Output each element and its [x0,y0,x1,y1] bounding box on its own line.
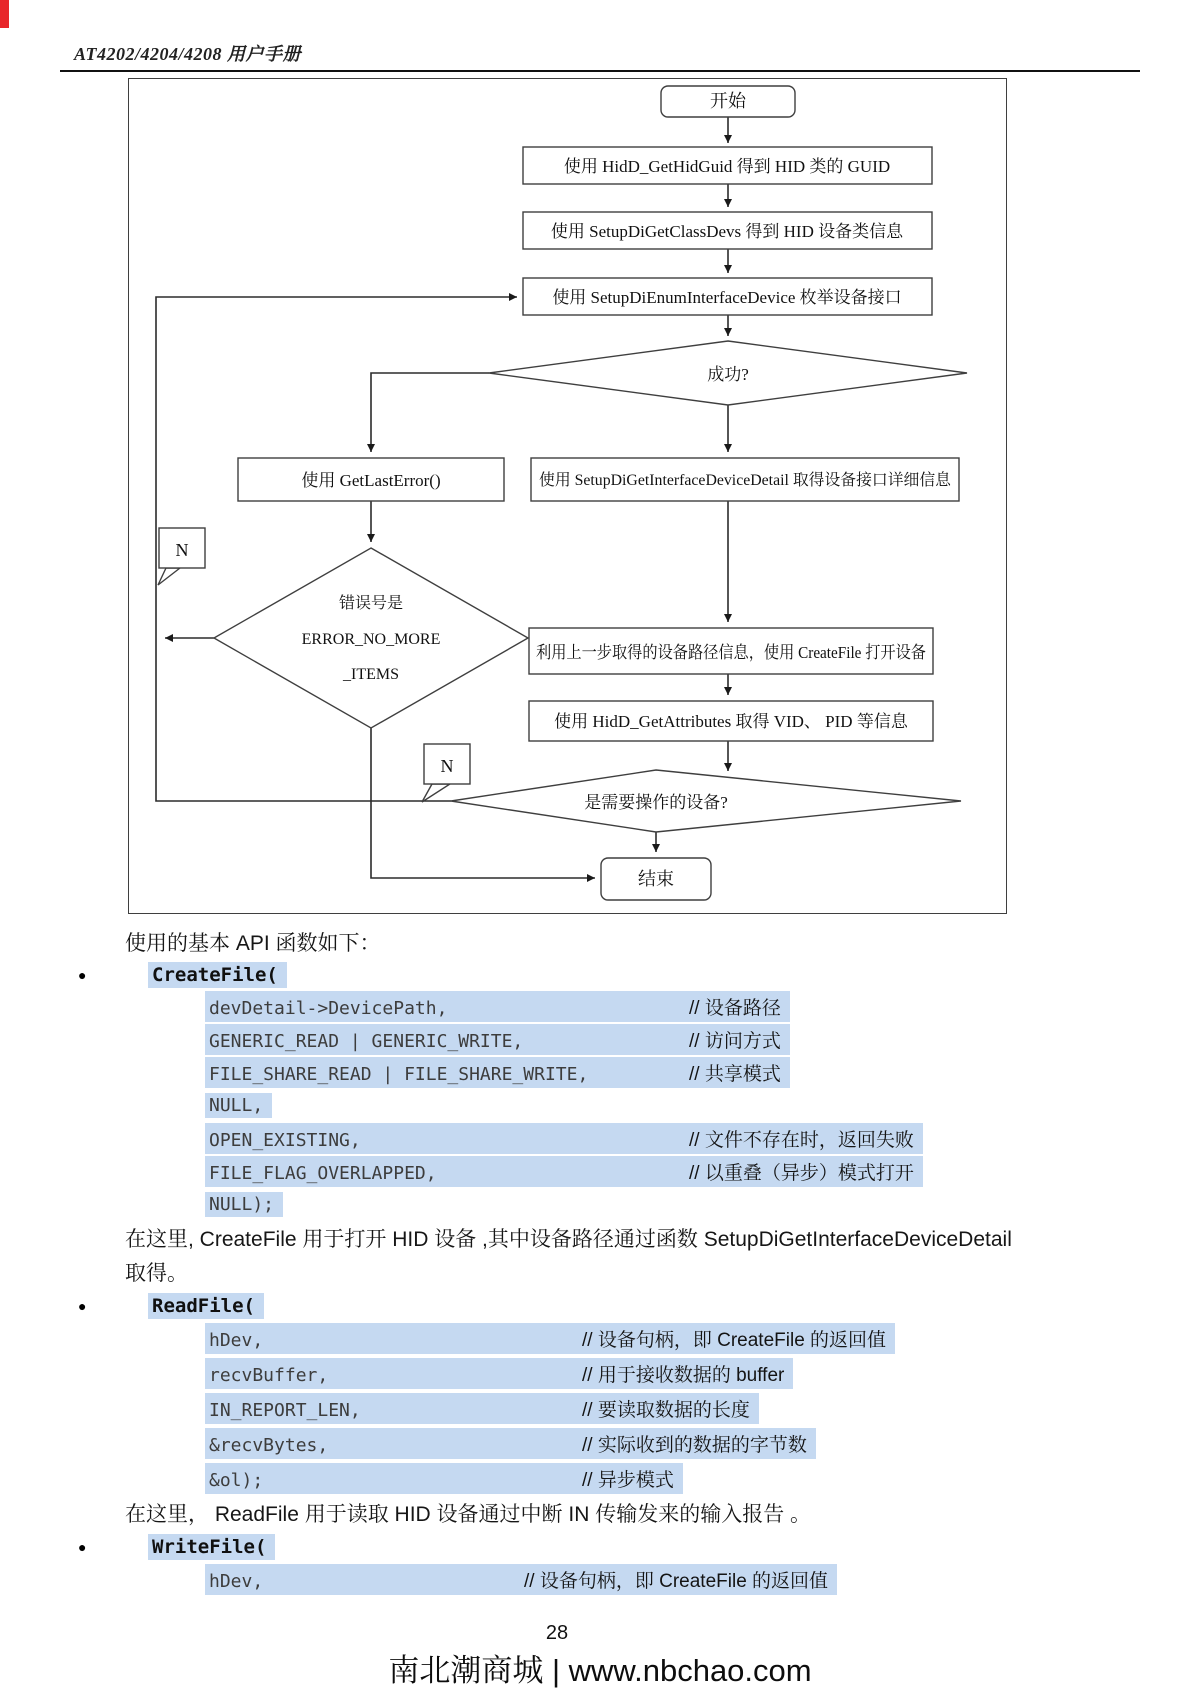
createfile-param-row [205,1122,1200,1155]
readfile-param-row [205,1461,1200,1496]
writefile-function-name: WriteFile( [148,1534,275,1560]
createfile-function-name: CreateFile( [148,962,287,988]
createfile-param-row [205,1023,1200,1056]
flow-node-attr-label: 使用 HidD_GetAttributes 取得 VID、 PID 等信息 [554,712,908,731]
code-comment: // 要读取数据的长度 [582,1400,750,1421]
code-text: hDev, [209,1571,264,1592]
flow-decision-errorcheck-line1: 错误号是 [338,595,404,612]
hid-enumeration-flowchart [128,78,1007,914]
code-text: &recvBytes, [209,1435,329,1456]
createfile-note-line1: 在这里, CreateFile 用于打开 HID 设备 ,其中设备路径通过函数 SetupDiGetInterfaceDeviceDetail [125,1228,1012,1251]
code-comment: // 访问方式 [689,1031,781,1052]
code-comment: // 用于接收数据的 buffer [582,1365,785,1386]
code-text: FILE_FLAG_OVERLAPPED, [209,1163,437,1184]
createfile-note-line2: 取得。 [125,1262,188,1285]
createfile-param-row [205,1155,1200,1188]
code-comment: // 实际收到的数据的字节数 [582,1435,807,1456]
code-comment: // 设备句柄，即 CreateFile 的返回值 [582,1330,887,1351]
footer-site-text: 南北潮商城 | www.nbchao.com [388,1653,812,1688]
api-section [0,912,1200,1597]
n-callout2-tail [422,784,450,802]
code-comment: // 设备路径 [689,998,781,1019]
red-corner-mark [0,0,9,28]
code-text: &ol); [209,1470,264,1491]
code-text: OPEN_EXISTING, [209,1130,361,1151]
flow-decision-errorcheck-line2: ERROR_NO_MORE [301,631,441,648]
createfile-param-row [205,1089,1200,1122]
flowchart-canvas [129,79,1006,913]
document-header-title: AT4202/4204/4208 用户手册 [74,44,302,64]
flow-node-start-label: 开始 [710,91,746,111]
readfile-heading-row [0,1291,1200,1321]
flow-node-getlasterror-label: 使用 GetLastError() [301,471,441,490]
flow-decision-errorcheck-line3: _ITEMS [343,666,399,683]
readfile-param-row [205,1356,1200,1391]
n-callout1-tail [158,568,180,585]
createfile-param-row [205,1056,1200,1089]
flow-decision-success-label: 成功? [707,365,749,384]
readfile-param-row [205,1426,1200,1461]
flow-node-classdevs-label: 使用 SetupDiGetClassDevs 得到 HID 设备类信息 [550,222,904,241]
code-comment: // 以重叠（异步）模式打开 [689,1163,914,1184]
code-comment: // 共享模式 [689,1064,781,1085]
code-comment: // 设备句柄，即 CreateFile 的返回值 [524,1571,829,1592]
api-intro-text: 使用的基本 API 函数如下： [125,932,381,955]
code-text: devDetail->DevicePath, [209,998,448,1019]
bullet-icon: ● [78,1298,87,1314]
flow-node-open-label: 利用上一步取得的设备路径信息，使用 CreateFile 打开设备 [536,643,926,662]
code-text: hDev, [209,1330,264,1351]
readfile-note: 在这里， ReadFile 用于读取 HID 设备通过中断 IN 传输发来的输入报告 。 [125,1503,812,1526]
createfile-heading-row [0,960,1200,990]
code-text: NULL); [209,1194,275,1215]
n-callout2-label: N [440,756,454,776]
writefile-heading-row [0,1532,1200,1562]
writefile-param-row [205,1562,1200,1597]
readfile-param-row [205,1391,1200,1426]
flow-node-detail-label: 使用 SetupDiGetInterfaceDeviceDetail 取得设备接口详细信息 [539,472,956,489]
bullet-icon: ● [78,1539,87,1555]
flow-decision-target-label: 是需要操作的设备? [584,793,728,812]
header-rule [60,70,1140,72]
n-callout1-label: N [175,540,189,560]
readfile-function-name: ReadFile( [148,1293,264,1319]
code-comment: // 文件不存在时，返回失败 [689,1130,914,1151]
page-number: 28 [545,1622,569,1644]
createfile-param-row [205,1188,1200,1221]
code-text: IN_REPORT_LEN, [209,1400,361,1421]
createfile-note [125,1223,1125,1291]
flow-node-guid-label: 使用 HidD_GetHidGuid 得到 HID 类的 GUID [563,157,891,176]
bullet-icon: ● [78,967,87,983]
code-text: GENERIC_READ | GENERIC_WRITE, [209,1031,524,1052]
code-text: FILE_SHARE_READ | FILE_SHARE_WRITE, [209,1064,589,1085]
readfile-param-row [205,1321,1200,1356]
code-text: recvBuffer, [209,1365,329,1386]
createfile-param-row [205,990,1200,1023]
flow-node-enum-label: 使用 SetupDiEnumInterfaceDevice 枚举设备接口 [552,288,902,307]
code-text: NULL, [209,1095,264,1116]
flow-node-end-label: 结束 [638,869,674,889]
code-comment: // 异步模式 [582,1470,674,1491]
arrow-success-to-getlasterror [371,373,489,452]
